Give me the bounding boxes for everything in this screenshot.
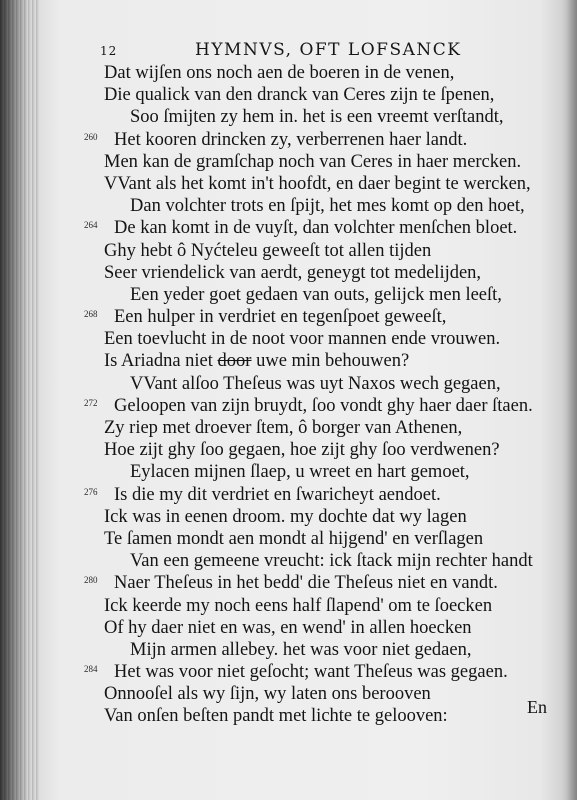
verse-text: Eylacen mijnen ſlaep, u wreet en hart gemoet, xyxy=(130,462,470,483)
verse-text: VVant alſoo Theſeus was uyt Naxos wech gegaen, xyxy=(130,373,501,394)
verse-text: Een toevlucht in de noot voor mannen ende vrouwen. xyxy=(104,329,501,350)
verse-text: Seer vriendelick van aerdt, geneygt tot medelijden, xyxy=(104,262,482,283)
verse-text: Naer Theſeus in het bedd' die Theſeus niet en vandt. xyxy=(114,573,498,594)
verse-text: Onnooſel als wy ſijn, wy laten ons berooven xyxy=(104,684,431,705)
verse-line xyxy=(84,106,554,128)
verse-text: Dat wijſen ons noch aen de boeren in de venen, xyxy=(104,63,455,83)
verse-text xyxy=(104,350,409,372)
verse-text-part: Is Ariadna niet xyxy=(104,351,218,372)
verse-text: Zy riep met droever ſtem, ô borger van Athenen, xyxy=(104,418,463,438)
verse-line xyxy=(84,84,554,106)
verse-line xyxy=(84,595,554,617)
line-number: 284 xyxy=(84,664,98,675)
verse-text: VVant als het komt in't hoofdt, en daer begint te wercken, xyxy=(104,173,531,194)
verse-text: Soo ſmijten zy hem in. het is een vreemt verſtandt, xyxy=(130,107,504,128)
verse-text: Een hulper in verdriet en tegenſpoet geweeſt, xyxy=(114,307,447,328)
verse-text: Mijn armen allebey. het was voor niet gedaen, xyxy=(130,639,472,660)
verse-line xyxy=(84,506,554,528)
verse-line xyxy=(84,195,554,217)
verse-text: De kan komt in de vuyſt, dan volchter menſchen bloet. xyxy=(114,218,518,239)
running-head: HYMNVS, OFT LOFSANCK xyxy=(195,40,462,60)
verse-line xyxy=(84,572,554,594)
verse-line xyxy=(84,350,554,372)
verse-text-rest: uwe min behouwen? xyxy=(251,351,410,372)
verse-text: Of hy daer niet en was, en wend' in allen hoecken xyxy=(104,617,472,638)
verse-line xyxy=(84,129,554,151)
line-number: 264 xyxy=(84,220,98,231)
line-number: 272 xyxy=(84,397,98,408)
poem-text xyxy=(84,62,554,728)
page-number: 12 xyxy=(100,44,118,58)
verse-line xyxy=(84,484,554,506)
verse-text: Is die my dit verdriet en ſwaricheyt aendoet. xyxy=(114,484,441,505)
verse-line xyxy=(84,550,554,572)
verse-line xyxy=(84,62,554,84)
verse-line xyxy=(84,683,554,705)
verse-line xyxy=(84,639,554,661)
verse-line xyxy=(84,373,554,395)
verse-line xyxy=(84,217,554,239)
page-edge-shadow xyxy=(561,0,577,800)
verse-text: Te ſamen mondt aen mondt al hijgend' en verſlagen xyxy=(104,528,484,549)
verse-text: Men kan de gramſchap noch van Ceres in haer mercken. xyxy=(104,151,522,172)
verse-line xyxy=(84,173,554,195)
verse-line xyxy=(84,705,554,727)
verse-text: Dan volchter trots en ſpijt, het mes komt op den hoet, xyxy=(130,196,525,217)
verse-text: Die qualick van den dranck van Ceres zijn te ſpenen, xyxy=(104,85,495,106)
line-number: 260 xyxy=(84,131,98,142)
verse-line xyxy=(84,284,554,306)
verse-line xyxy=(84,306,554,328)
struck-word: door xyxy=(217,351,252,372)
verse-line xyxy=(84,661,554,683)
catchword: En xyxy=(527,697,547,717)
verse-text: Van onſen beſten pandt met lichte te gelooven: xyxy=(104,706,448,727)
verse-line xyxy=(84,617,554,639)
line-number: 280 xyxy=(84,575,98,586)
verse-text: Het was voor niet geſocht; want Theſeus was gegaen. xyxy=(114,662,508,683)
verse-line xyxy=(84,262,554,284)
verse-line xyxy=(84,395,554,417)
verse-text: Hoe zijt ghy ſoo gegaen, hoe zijt ghy ſoo verdwenen? xyxy=(104,440,500,461)
line-number: 276 xyxy=(84,486,98,497)
verse-text: Ghy hebt ô Nyćteleu geweeſt tot allen tijden xyxy=(104,240,432,261)
verse-line xyxy=(84,151,554,173)
verse-text: Ick keerde my noch eens half ſlapend' om te ſoecken xyxy=(104,595,493,616)
verse-text: Een yeder goet gedaen van outs, gelijck men leeſt, xyxy=(130,284,502,305)
verse-text: Geloopen van zijn bruydt, ſoo vondt ghy haer daer ſtaen. xyxy=(114,395,533,416)
page-header xyxy=(100,38,540,62)
verse-text: Ick was in eenen droom. my dochte dat wy lagen xyxy=(104,506,467,527)
verse-line xyxy=(84,240,554,262)
line-number: 268 xyxy=(84,309,98,320)
verse-text: Van een gemeene vreucht: ick ſtack mijn rechter handt xyxy=(130,551,533,572)
verse-text: Het kooren drincken zy, verberrenen haer landt. xyxy=(114,129,468,150)
verse-line xyxy=(84,328,554,350)
verse-line xyxy=(84,417,554,439)
verse-line xyxy=(84,461,554,483)
verse-line xyxy=(84,528,554,550)
book-gutter xyxy=(0,0,40,800)
verse-line xyxy=(84,439,554,461)
